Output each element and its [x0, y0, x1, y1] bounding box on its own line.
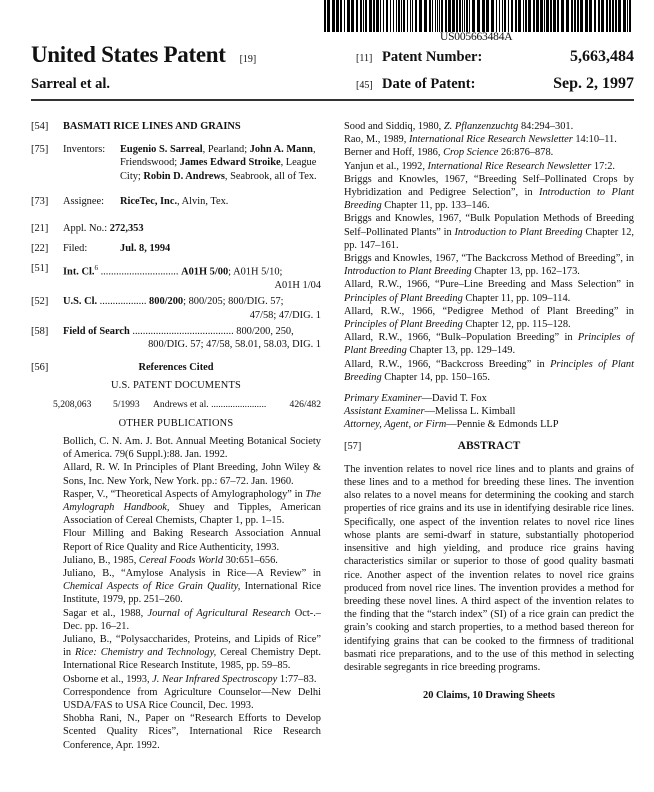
field-code: [54]: [31, 121, 49, 132]
inventors-label: Inventors:: [63, 144, 106, 156]
date-label: Date of Patent:: [382, 76, 476, 92]
barcode: [324, 0, 634, 32]
us-cl-primary: 800/200: [149, 296, 184, 308]
inventor-place: , Seabrook, all of Tex.: [224, 170, 317, 182]
patent-date: Sep. 2, 1997: [553, 75, 634, 92]
publications-list-right: [344, 120, 634, 384]
date-row: [356, 75, 634, 95]
publication-entry: [63, 435, 321, 461]
attorney-label: Attorney, Agent, or Firm: [344, 419, 447, 431]
header-rule: [31, 99, 634, 101]
publication-entry: [344, 160, 634, 173]
publication-entry: [63, 527, 321, 553]
publication-text: Chapter 12, pp. 115–128.: [462, 319, 571, 331]
publication-entry: [344, 278, 634, 304]
publication-text: Allard, R.W., 1966, “Bulk–Population Breeding” in: [344, 332, 578, 344]
assistant-examiner-label: Assistant Examiner: [344, 406, 425, 418]
field-code: [52]: [31, 296, 49, 308]
publication-entry: [344, 173, 634, 213]
publication-source: Principles of Plant Breeding: [344, 319, 463, 331]
publication-entry: [344, 358, 634, 384]
publications-list-left: [31, 435, 321, 752]
inventors-list: [120, 143, 321, 183]
publication-source: Principles of Plant Breeding: [344, 332, 634, 357]
publication-text: Osborne et al., 1993,: [63, 673, 153, 685]
publication-text: Allard, R.W., 1966, “Pure–Line Breeding and Mass Selection” in: [344, 279, 634, 291]
publication-text: Oct-.–Dec. pp. 16–21.: [63, 607, 321, 632]
patent-number: 5,663,484: [570, 48, 634, 65]
other-publications-heading: OTHER PUBLICATIONS: [118, 417, 234, 429]
field-appl-no: [31, 222, 321, 235]
appl-no-label: Appl. No.:: [63, 223, 108, 235]
us-cl-label: U.S. Cl.: [63, 296, 98, 308]
publication-text: Rasper, V., “Theoretical Aspects of Amylographology” in: [63, 488, 306, 500]
references-heading: [31, 361, 321, 374]
inventor-name: James Edward Stroike: [179, 157, 281, 169]
publication-text: Chapter 11, pp. 109–114.: [462, 292, 571, 304]
barcode-gap: [631, 0, 633, 32]
int-cl-cont: A01H 1/04: [274, 280, 321, 292]
examiners-block: [344, 392, 634, 432]
publication-source: Introduction to Plant Breeding: [344, 266, 472, 278]
int-cl-label: Int. Cl.: [63, 266, 95, 278]
us-cl-rest: ; 800/205; 800/DIG. 57;: [183, 296, 284, 308]
publication-text: Briggs and Knowles, 1967, “Breeding Self–Pollinated Crops by Hybridization and Pedigree Selection”, in: [344, 173, 634, 199]
publication-source: Introduction to Plant Breeding: [454, 226, 583, 238]
publication-source: International Rice Research Newsletter: [408, 134, 573, 146]
field-code: [73]: [31, 195, 49, 207]
publication-source: Introduction to Plant Breeding: [344, 187, 634, 212]
field-assignee: [31, 195, 321, 208]
publication-entry: [63, 554, 321, 567]
field-code: [58]: [31, 325, 49, 337]
publication-source: J. Near Infrared Spectroscopy: [152, 673, 278, 685]
field-code: [22]: [31, 243, 49, 255]
publication-source: Chemical Aspects of Rice Grain Quality,: [63, 581, 241, 593]
field-code: [75]: [31, 144, 49, 156]
field-of-search-rest: 800/200, 250,: [236, 325, 294, 337]
filed-value: Jul. 8, 1994: [120, 243, 171, 255]
publication-text: Chapter 13, pp. 129–149.: [406, 345, 516, 357]
publication-entry: [63, 567, 321, 607]
assignee-place: , Alvin, Tex.: [177, 195, 229, 207]
leader-dots: ..................: [97, 296, 147, 308]
field-inventors: [31, 143, 321, 183]
date-code: [45]: [356, 80, 373, 91]
attorney: [344, 418, 634, 431]
field-us-cl: [31, 295, 321, 321]
field-of-search-label: Field of Search: [63, 325, 130, 337]
barcode-number: US005663484A: [440, 31, 513, 43]
publication-text: International Rice Institute, 1979, pp. 251–260.: [63, 581, 321, 606]
assignee-name: RiceTec, Inc.: [120, 195, 178, 207]
inventor-short: Sarreal et al.: [31, 76, 111, 92]
publication-source: Rice: Chemistry and Technology,: [74, 647, 217, 659]
publication-entry: [344, 146, 634, 159]
document-title: United States Patent: [31, 42, 226, 67]
field-int-cl: [31, 262, 321, 292]
publication-text: Chapter 14, pp. 150–165.: [381, 371, 490, 383]
primary-examiner-label: Primary Examiner: [344, 393, 422, 405]
publication-text: Briggs and Knowles, 1967, “The Backcross Method of Breeding”, in: [344, 253, 634, 265]
publication-source: Journal of Agricultural Research: [147, 607, 291, 619]
field-code: [57]: [344, 440, 362, 452]
publication-text: Juliano, B., “Amylose Analysis in Rice—A Review” in: [63, 567, 321, 579]
title-block: [31, 42, 256, 68]
publication-entry: [63, 607, 321, 633]
title-code: [19]: [239, 54, 257, 65]
publication-entry: [63, 686, 321, 712]
primary-examiner-name: —David T. Fox: [421, 393, 487, 405]
publication-entry: [63, 712, 321, 752]
us-patent-name: [153, 398, 279, 411]
publication-text: Yanjun et al., 1992,: [344, 160, 428, 172]
publication-entry: [63, 633, 321, 673]
publication-entry: [63, 461, 321, 487]
publication-entry: [344, 252, 634, 278]
publication-text: Juliano, B., 1985,: [63, 554, 139, 566]
int-cl-edition: 6: [94, 264, 98, 273]
publication-source: International Rice Research Newsletter: [427, 160, 592, 172]
inventor-place: , League City;: [120, 157, 317, 182]
filed-label: Filed:: [63, 243, 88, 255]
int-cl-rest: ; A01H 5/10;: [228, 266, 283, 278]
publication-entry: [344, 133, 634, 146]
publication-text: Sood and Siddiq, 1980,: [344, 121, 444, 132]
publication-text: Bollich, C. N. Am. J. Bot. Annual Meeting Botanical Society of America. 79(6 Suppl.):88. Jan. 1992.: [63, 435, 321, 461]
right-column: [344, 120, 634, 702]
publication-text: Shobha Rani, N., Paper on “Research Efforts to Develop Scented Quality Rices”, International Rice Research Conference, Apr. 1992.: [63, 713, 321, 751]
patent-number-label: Patent Number:: [382, 49, 483, 65]
publication-entry: [344, 331, 634, 357]
publication-text: Rao, M., 1989,: [344, 134, 409, 146]
publication-source: Cereal Foods World: [138, 554, 224, 566]
us-patent-date: 5/1993: [113, 398, 140, 410]
inventor-place: , Pearland;: [202, 144, 250, 156]
us-patent-class: 426/482: [289, 398, 321, 410]
publication-source: The Amylograph Handbook,: [63, 488, 321, 513]
assistant-examiner: [344, 405, 634, 418]
field-of-search-cont: 800/DIG. 57; 47/58, 58.01, 58.03, DIG. 1: [148, 338, 321, 350]
us-patent-inventor: Andrews et al.: [153, 398, 209, 410]
publication-text: Flour Milling and Baking Research Association Annual Report of Rice Quality and Rice Authenticity, 1993.: [63, 528, 321, 553]
publication-text: 17:2.: [591, 160, 615, 172]
publication-entry: [63, 673, 321, 686]
publication-source: Principles of Plant Breeding: [344, 292, 463, 304]
publication-text: Cereal Chemistry Dept. International Rice Research Institute, 1985, pp. 59–85.: [63, 647, 321, 672]
publication-entry: [344, 212, 634, 252]
inventor-place: , Friendswood;: [120, 144, 316, 169]
publication-text: Berner and Hoff, 1986,: [344, 147, 444, 159]
publication-text: Briggs and Knowles, 1967, “Bulk Population Methods of Breeding Self–Pollinated Plants” in: [344, 213, 634, 238]
publication-source: Z. Pflanzenzuchtg: [443, 121, 519, 132]
publication-text: 1:77–83.: [277, 673, 317, 685]
field-code: [56]: [31, 362, 49, 374]
assistant-examiner-name: —Melissa L. Kimball: [424, 406, 516, 418]
publication-text: Shuey and Tipples, American Association of Cereal Chemists, Chapter 1, pp. 1–15.: [63, 501, 321, 527]
publication-text: Allard, R.W., 1966, “Pedigree Method of Plant Breeding” in: [344, 305, 634, 317]
left-column: [31, 120, 321, 752]
leader-dots: ..............................: [97, 266, 179, 278]
attorney-name: —Pennie & Edmonds LLP: [446, 419, 559, 431]
publication-text: Allard, R. W. In Principles of Plant Breeding, John Wiley & Sons, Inc. New York, New York. pp.: 67–72. Jan. 1960.: [63, 462, 321, 487]
field-search: [31, 325, 321, 351]
publication-text: Sagar et al., 1988,: [63, 607, 148, 619]
publication-text: Correspondence from Agriculture Counselor—New Delhi USDA/FAS to USA Rice Council, Dec. 1993.: [63, 686, 321, 711]
primary-examiner: [344, 392, 634, 405]
publication-entry: [344, 120, 634, 133]
field-filed: [31, 242, 321, 255]
patent-number-code: [11]: [356, 53, 373, 64]
int-cl-primary: A01H 5/00: [181, 266, 229, 278]
publication-text: Chapter 13, pp. 162–173.: [471, 266, 580, 278]
publication-text: 26:876–878.: [498, 147, 554, 159]
invention-title: BASMATI RICE LINES AND GRAINS: [63, 121, 241, 132]
us-patent-docs-heading: U.S. PATENT DOCUMENTS: [110, 380, 242, 392]
field-title: [31, 120, 321, 133]
publication-entry: [344, 305, 634, 331]
patent-number-row: [356, 48, 634, 68]
assignee-label: Assignee:: [63, 195, 104, 207]
us-patent-row: [31, 398, 321, 411]
publication-text: 84:294–301.: [518, 121, 574, 132]
publication-entry: [63, 488, 321, 528]
publication-text: Chapter 11, pp. 133–146.: [381, 200, 490, 212]
abstract-heading: [344, 440, 634, 453]
publication-source: Principles of Plant Breeding: [344, 358, 635, 383]
leader-dots: .......................................: [129, 325, 234, 337]
field-code: [51]: [31, 263, 49, 275]
abstract-title: ABSTRACT: [457, 439, 521, 452]
us-patent-number: 5,208,063: [53, 398, 92, 410]
publication-text: Juliano, B., “Polysaccharides, Proteins, and Lipids of Rice” in: [63, 633, 321, 659]
inventor-name: Eugenio S. Sarreal: [120, 144, 203, 156]
publication-source: Crop Science: [443, 147, 499, 159]
publication-text: 30:651–656.: [223, 554, 278, 566]
references-title: References Cited: [138, 362, 214, 374]
inventor-name: Robin D. Andrews: [143, 170, 225, 182]
us-cl-cont: 47/58; 47/DIG. 1: [249, 309, 321, 321]
claims-summary: 20 Claims, 10 Drawing Sheets: [423, 690, 555, 702]
leader-dots: .......................: [208, 398, 267, 410]
publication-text: 14:10–11.: [572, 134, 617, 146]
field-code: [21]: [31, 223, 49, 235]
publication-text: Chapter 12, pp. 147–161.: [344, 226, 634, 251]
inventor-name: John A. Mann: [249, 144, 313, 156]
abstract-text: The invention relates to novel rice lines and to plants and grains of these lines and to a method for breeding these lines. The invention also relates to a novel means for determining the cooking and starch properties of rice grains and its use in identifying desirable rice lines. Specifically, one aspect of the invention relates to novel rice lines whose plants are semi-dwarf in stature, substantially photoperiod insensitive and high yielding, and produce rice grains having characteristics similar or superior to those of good quality basmati rice. Another aspect of the invention relates to novel rice grains produced from novel rice lines. The invention provides a method for breeding these novel lines. A third aspect of the invention relates to the finding that the “starch index” (SI) of a rice grain can predict the grain’s cooking and starch properties, to a method based thereon for identifying grains that can be cooked to the firmness of traditional basmati rice preparations, and to the use of this method in selecting desirable segregants in rice breeding programs.: [344, 463, 634, 673]
publication-text: Allard, R.W., 1966, “Backcross Breeding” in: [344, 358, 551, 370]
appl-no-value: 272,353: [109, 223, 144, 235]
